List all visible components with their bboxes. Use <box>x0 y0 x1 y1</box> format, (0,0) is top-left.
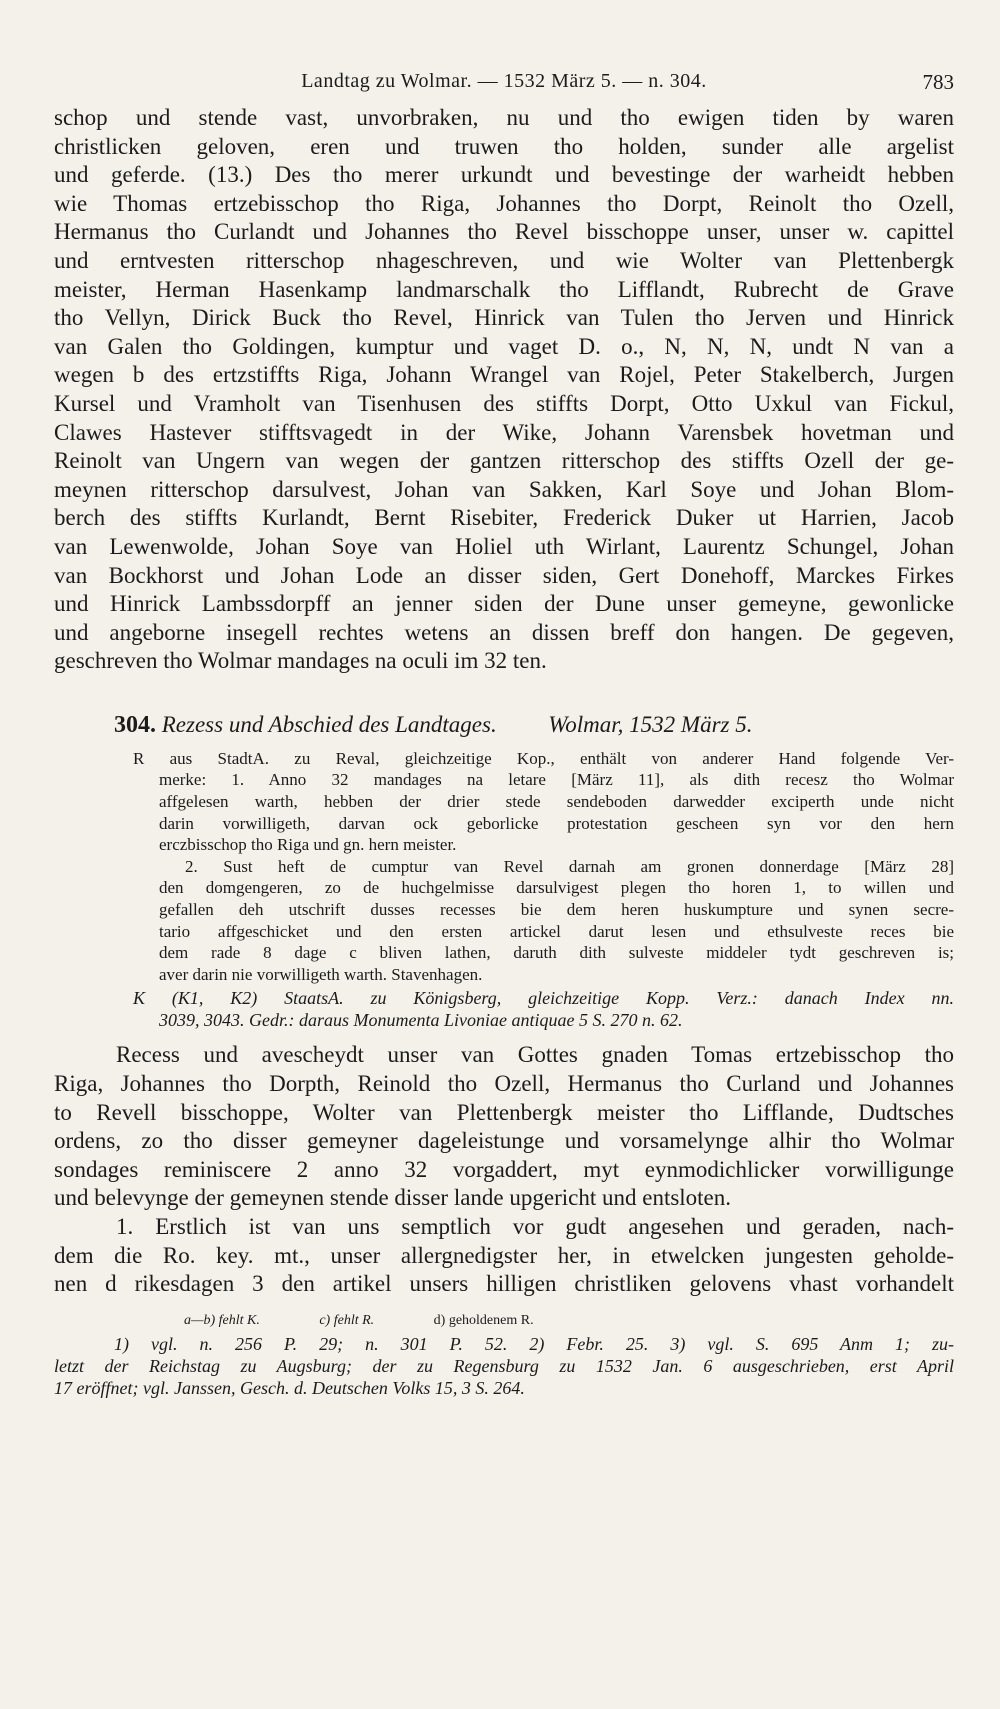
text-line: und erntvesten ritterschop nhageschreven, und wie Wolter van Plettenbergk <box>54 247 954 273</box>
note-c: c) fehlt R. <box>319 1312 375 1328</box>
text-line: schop und stende vast, unvorbraken, nu und tho ewigen tiden by waren <box>54 105 954 130</box>
source-line: affgelesen warth, hebben der drier stede sendeboden darwedder exciperth unde nicht <box>159 792 954 812</box>
text-line: berch des stiffts Kurlandt, Bernt Risebiter, Frederick Duker ut Harrien, Jacob <box>54 505 954 531</box>
source-note-r <box>54 748 954 986</box>
source-line: gefallen deh utschrift dusses recesses bie dem heren huskumpture und synen secre- <box>159 900 954 920</box>
source-line: R aus StadtA. zu Reval, gleichzeitige Kop., enthält von anderer Hand folgende Ver- <box>133 748 954 768</box>
text-line: geschreven tho Wolmar mandages na oculi im 32 ten. <box>54 648 547 674</box>
source-note-k <box>54 987 954 1031</box>
text-line: Kursel und Vramholt van Tisenhusen des stiffts Dorpt, Otto Uxkul van Fickul, <box>54 390 954 416</box>
page-header <box>54 70 954 104</box>
text-line: wie Thomas ertzebisschop tho Riga, Johannes tho Dorpt, Reinolt tho Ozell, <box>54 190 954 216</box>
text-line: dem die Ro. key. mt., unser allergnedigster her, in etwelcken jungesten geholde- <box>54 1242 954 1268</box>
text-line: meister, Herman Hasenkamp landmarschalk tho Lifflandt, Rubrecht de Grave <box>54 276 954 302</box>
text-line: to Revell bisschoppe, Wolter van Plettenbergk meister tho Lifflande, Dudtsches <box>54 1099 954 1125</box>
text-line: und geferde. (13.) Des tho merer urkundt und bevestinge der warheidt hebben <box>54 162 954 188</box>
source-line: 2. Sust heft de cumptur van Revel darnah am gronen donnerdage [März 28] <box>185 856 954 876</box>
source-line: erczbisschop tho Riga und gn. hern meister. <box>159 835 457 855</box>
running-title: Landtag zu Wolmar. — 1532 März 5. — n. 304. <box>301 70 707 92</box>
section-date: Wolmar, 1532 März 5. <box>548 711 753 737</box>
text-line: ordens, zo tho disser gemeyner dageleistunge und vorsamelynge alhir tho Wolmar <box>54 1128 954 1154</box>
source-line: dem rade 8 dage c bliven lathen, daruth dith sulveste middeler tydt geschreven is; <box>159 943 954 963</box>
source-line: K (K1, K2) StaatsA. zu Königsberg, gleichzeitige Kopp. Verz.: danach Index nn. <box>133 988 954 1009</box>
footnote-line: 1) vgl. n. 256 P. 29; n. 301 P. 52. 2) Febr. 25. 3) vgl. S. 695 Anm 1; zu- <box>114 1333 954 1354</box>
text-line: 1. Erstlich ist van uns semptlich vor gudt angesehen und geraden, nach- <box>116 1213 954 1239</box>
source-line: darin vorwilligeth, darvan ock geborlicke protestation gescheen syn vor den hern <box>159 813 954 833</box>
text-line: Recess und avescheydt unser van Gottes gnaden Tomas ertzebisschop tho <box>116 1042 954 1068</box>
text-line: wegen b des ertzstiffts Riga, Johann Wrangel van Rojel, Peter Stakelberch, Jurgen <box>54 362 954 388</box>
text-line: christlicken geloven, eren und truwen tho holden, sunder alle argelist <box>54 133 954 159</box>
document-page <box>54 70 954 1399</box>
text-line: und angeborne insegell rechtes wetens an dissen breff don hangen. De gegeven, <box>54 619 954 645</box>
section-heading <box>54 712 954 748</box>
source-line: 3039, 3043. Gedr.: daraus Monumenta Livoniae antiquae 5 S. 270 n. 62. <box>159 1010 683 1031</box>
text-line: sondages reminiscere 2 anno 32 vorgaddert, myt eynmodichlicker vorwilligunge <box>54 1156 954 1182</box>
footnote-line: letzt der Reichstag zu Augsburg; der zu Regensburg zu 1532 Jan. 6 ausgeschrieben, erst April <box>54 1355 954 1376</box>
text-line: und Hinrick Lambssdorpff an jenner siden der Dune unser gemeyne, gewonlicke <box>54 591 954 617</box>
previous-document-text <box>54 104 954 676</box>
text-line: nen d rikesdagen 3 den artikel unsers hilligen christliken gelovens vhast vorhandelt <box>54 1271 954 1297</box>
page-number: 783 <box>922 70 954 94</box>
source-line: aver darin nie vorwilligeth warth. Stavenhagen. <box>159 964 483 984</box>
text-line: Reinolt van Ungern van wegen der gantzen ritterschop des stiffts Ozell der ge- <box>54 448 954 474</box>
text-line: Clawes Hastever stifftsvagedt in der Wike, Johann Varensbek hovetman und <box>54 419 954 445</box>
text-line: Riga, Johannes tho Dorpth, Reinold tho Ozell, Hermanus tho Curland und Johannes <box>54 1071 954 1096</box>
text-line: und belevynge der gemeynen stende disser lande upgericht und entsloten. <box>54 1185 732 1211</box>
recess-text <box>54 1041 954 1298</box>
text-line: Hermanus tho Curlandt und Johannes tho Revel bisschoppe unser, unser w. capittel <box>54 219 954 245</box>
note-d: d) geholdenem R. <box>433 1312 534 1328</box>
text-line: tho Vellyn, Dirick Buck tho Revel, Hinrick van Tulen tho Jerven und Hinrick <box>54 305 954 331</box>
text-line: van Bockhorst und Johan Lode an disser siden, Gert Donehoff, Marckes Firkes <box>54 562 954 588</box>
section-title: Rezess und Abschied des Landtages. <box>161 711 497 737</box>
source-line: merke: 1. Anno 32 mandages na letare [März 11], als dith recesz tho Wolmar <box>159 770 954 790</box>
text-line: van Lewenwolde, Johan Soye van Holiel uth Wirlant, Laurentz Schungel, Johan <box>54 533 954 559</box>
section-number: 304. <box>114 711 156 738</box>
footnotes <box>54 1333 954 1399</box>
footnote-line: 17 eröffnet; vgl. Janssen, Gesch. d. Deutschen Volks 15, 3 S. 264. <box>54 1377 525 1398</box>
note-ab: a—b) fehlt K. <box>184 1312 260 1328</box>
source-line: tario affgeschicket und den ersten artickel darut lesen und ethsulveste reces bie <box>159 921 954 941</box>
text-critical-notes <box>54 1313 954 1329</box>
source-line: den domgengeren, zo de huchgelmisse darsulvigest plegen tho horen 1, to willen und <box>159 878 954 898</box>
text-line: van Galen tho Goldingen, kumptur und vaget D. o., N, N, N, undt N van a <box>54 333 954 359</box>
text-line: meynen ritterschop darsulvest, Johan van Sakken, Karl Soye und Johan Blom- <box>54 476 954 502</box>
